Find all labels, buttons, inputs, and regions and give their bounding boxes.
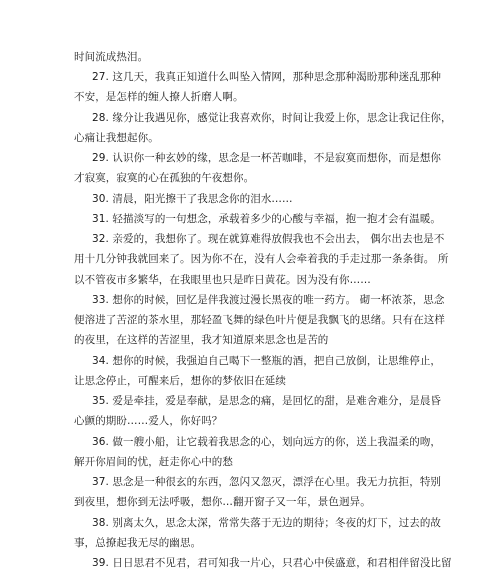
text-line: 27. 这几天，我真正知道什么叫坠入情网，那种思念那种渴盼那种迷乱那种 [92,71,442,83]
text-line: 解开你眉间的忧，赶走你心中的愁 [74,456,233,468]
text-line: 32. 亲爱的，我想你了。现在就算难得放假我也不会出去， 偶尔出去也是不 [92,233,445,245]
text-line: 不安，是怎样的缠人撩人折磨人啊。 [74,91,244,103]
text-line: 38. 别离太久，思念太深，常常失落于无边的期待；冬夜的灯下，过去的故 [92,517,442,529]
text-line: 让思念停止，可醒来后，想你的梦依旧在延续 [74,375,286,387]
text-line: 34. 想你的时候，我强迫自己喝下一整瓶的酒，把自己放倒，让思维停止， [92,355,442,367]
text-line: 28. 缘分让我遇见你，感觉让我喜欢你，时间让我爱上你，思念让我记住你， [92,112,452,124]
text-line: 29. 认识你一种玄妙的缘，思念是一杯苦咖啡，不是寂寞而想你，而是想你 [92,152,442,164]
text-line: 到夜里，想你到无法呼吸，想你…翻开窗子又一年，景色迥异。 [74,496,371,508]
text-line: 便溶进了苦涩的茶水里，那轻盈飞舞的绿色叶片便是我飘飞的思绪。只有在这样 [74,314,445,326]
text-line: 心痛让我想起你。 [74,132,159,144]
text-line: 才寂寞，寂寞的心在孤独的午夜想你。 [74,172,255,184]
text-line: 33. 想你的时候，回忆是伴我渡过漫长黑夜的唯一药方。 砌一杯浓茶，思念 [92,294,445,306]
text-line: 39. 日日思君不见君，君可知我一片心，只君心中侯盛意，和君相伴留没比留 [92,557,452,569]
text-line: 35. 爱是牵挂，爱是奉献，是思念的痛，是回忆的甜，是难舍难分，是晨昏 [92,395,442,407]
text-line: 时间流成热泪。 [74,51,149,63]
text-line: 以不管夜市多繁华，在我眼里也只是昨日黄花。因为没有你…… [74,274,371,286]
text-line: 30. 清晨，阳光擦干了我思念你的泪水…… [92,193,293,205]
text-line: 37. 思念是一种很玄的东西，忽闪又忽灭，漂浮在心里。我无力抗拒，特别 [92,476,442,488]
text-line: 的夜里，在这样的苦涩里，我才知道原来思念也是苦的 [74,334,329,346]
text-line: 用十几分钟我就回来了。因为你不在，没有人会牵着我的手走过那一条条街。 所 [74,253,449,265]
text-line: 心颤的期盼……爱人，你好吗？ [74,415,223,427]
text-line: 31. 轻描淡写的一句想念，承载着多少的心酸与幸福，抱一抱才会有温暖。 [92,213,442,225]
text-line: 36. 做一艘小船，让它载着我思念的心，划向远方的你，送上我温柔的吻， [92,436,442,448]
text-line: 事，总撩起我无尽的幽思。 [74,537,202,549]
